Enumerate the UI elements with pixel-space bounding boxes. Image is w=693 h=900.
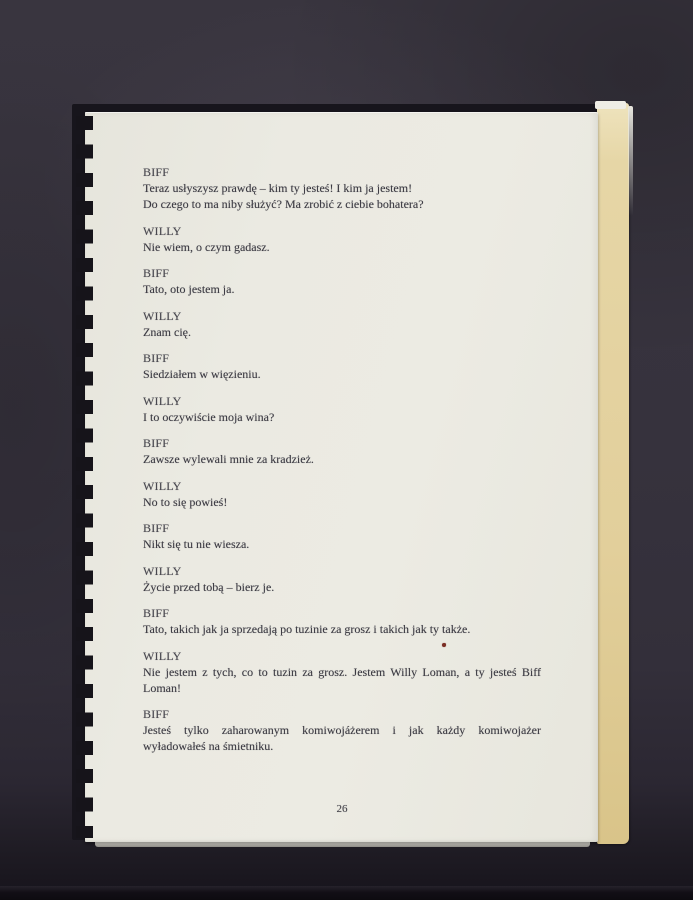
dialogue-block	[143, 605, 541, 637]
dialogue-block	[143, 350, 541, 382]
dialogue-block	[143, 478, 541, 510]
dialogue-block	[143, 563, 541, 595]
back-page-right-edge	[628, 106, 633, 216]
speaker-name: WILLY	[143, 648, 182, 663]
dialogue-line: Siedziałem w więzieniu.	[143, 367, 261, 381]
speaker-name: BIFF	[143, 436, 170, 450]
surface-edge-shadow	[0, 886, 693, 900]
dialogue-line: Zawsze wylewali mnie za kradzież.	[143, 452, 314, 466]
dialogue-block	[143, 164, 541, 212]
dialogue-line: Tato, takich jak ja sprzedają po tuzinie za grosz i takich jak ty także.	[143, 622, 471, 636]
dialogue-block	[143, 435, 541, 467]
dialogue-line: Tato, oto jestem ja.	[143, 282, 235, 296]
dialogue-line: Znam cię.	[143, 324, 191, 339]
dialogue-block	[143, 706, 541, 754]
dialogue-block	[143, 308, 541, 340]
dialogue-line: Teraz usłyszysz prawdę – kim ty jesteś! I kim ja jestem!	[143, 181, 413, 195]
speaker-name: BIFF	[143, 351, 170, 365]
speaker-name: WILLY	[143, 393, 182, 408]
speaker-name: BIFF	[143, 266, 170, 280]
dialogue-line: Loman!	[143, 680, 181, 695]
ink-speck	[442, 643, 446, 647]
dialogue-line: No to się powieś!	[143, 494, 228, 509]
dialogue-line: Nie wiem, o czym gadasz.	[143, 239, 270, 254]
dialogue-block	[143, 520, 541, 552]
dialogue-line: I to oczywiście moja wina?	[143, 409, 275, 424]
dialogue-line: Nikt się tu nie wiesza.	[143, 537, 250, 551]
document-page	[85, 112, 598, 842]
dialogue-block	[143, 648, 541, 696]
dialogue-line: Życie przed tobą – bierz je.	[143, 579, 275, 594]
dialogue-line: Nie jestem z tych, co to tuzin za grosz. Jestem Willy Loman, a ty jesteś Biff	[143, 664, 541, 679]
speaker-name: BIFF	[143, 606, 170, 620]
dialogue-text	[143, 164, 541, 754]
dialogue-block	[143, 223, 541, 255]
speaker-name: BIFF	[143, 707, 170, 721]
page-number: 26	[336, 803, 348, 815]
back-page-top-edge	[595, 101, 626, 109]
speaker-name: WILLY	[143, 563, 182, 578]
speaker-name: WILLY	[143, 223, 182, 238]
comb-binding-notches	[76, 116, 93, 838]
speaker-name: BIFF	[143, 165, 170, 179]
dialogue-block	[143, 265, 541, 297]
dialogue-block	[143, 393, 541, 425]
back-page-edge	[597, 103, 629, 844]
speaker-name: WILLY	[143, 478, 182, 493]
dialogue-line: Do czego to ma niby służyć? Ma zrobić z ciebie bohatera?	[143, 197, 424, 211]
speaker-name: BIFF	[143, 521, 170, 535]
dialogue-line: wyładowałeś na śmietniku.	[143, 739, 274, 753]
speaker-name: WILLY	[143, 308, 182, 323]
dialogue-line: Jesteś tylko zaharowanym komiwojáżerem i jak każdy komiwojażer	[143, 723, 541, 737]
